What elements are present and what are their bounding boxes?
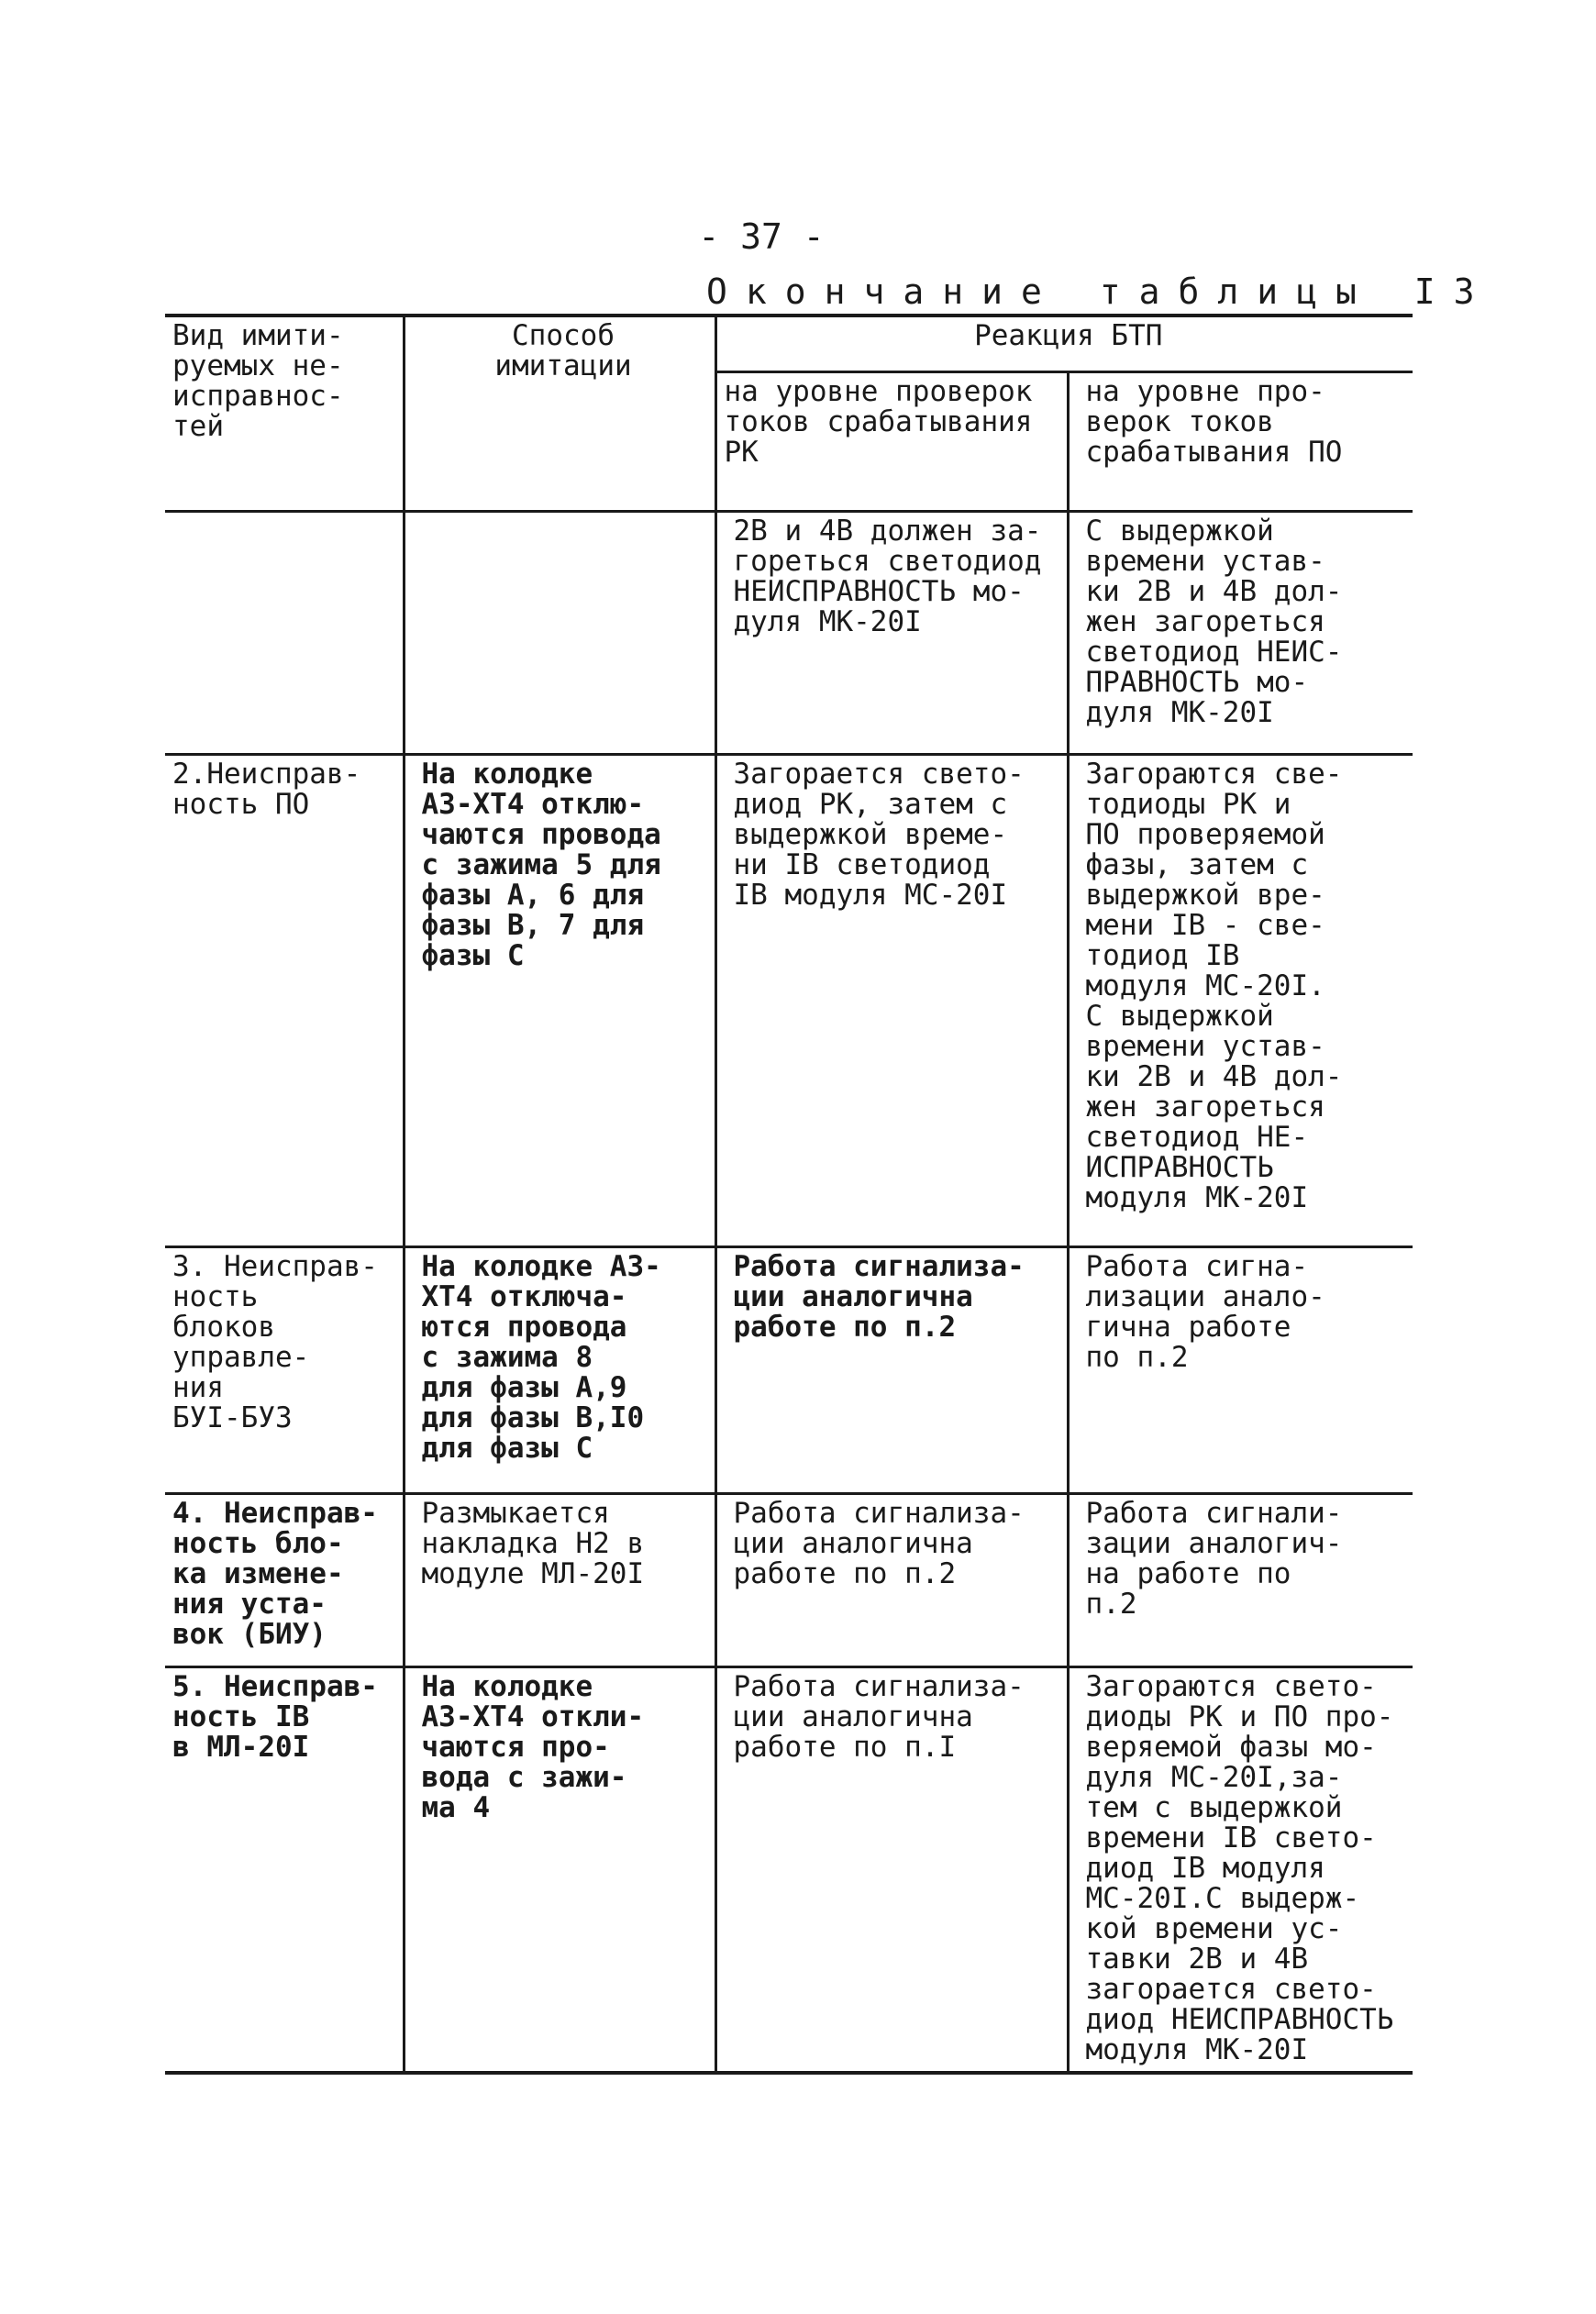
cell-rk-reaction-text: 2В и 4В должен за- гореться светодиод НЕИСПРАВНОСТЬ мо- дуля МК-20I [733, 515, 1042, 638]
cell-method [404, 1247, 715, 1494]
header-po-level-text: на уровне про- верок токов срабатывания ПО [1085, 374, 1343, 469]
header-rk-level-text: на уровне проверок токов срабатывания РК [724, 374, 1033, 469]
cell-rk-reaction [715, 1247, 1068, 1494]
header-method [404, 316, 715, 512]
cell-po-reaction-text: Загораются све- тодиоды РК и ПО проверяемой фазы, затем с выдержкой вре- мени IВ - све- тодиод IВ модуля МС-20I. С выдержкой времени устав- ки 2В и 4В дол- жен загореться светодиод НЕ- ИСПРАВНОСТЬ модуля МК-20I [1085, 758, 1343, 1214]
cell-method [404, 512, 715, 755]
cell-rk-reaction [715, 1667, 1068, 2074]
cell-po-reaction [1068, 755, 1413, 1247]
cell-fault-type [165, 755, 404, 1247]
header-fault-type [165, 316, 404, 512]
table-row [165, 512, 1413, 755]
cell-rk-reaction [715, 755, 1068, 1247]
cell-method-text: На колодке АЗ-ХТ4 откли- чаются про- вода с зажи- ма 4 [421, 1670, 645, 1824]
cell-rk-reaction [715, 512, 1068, 755]
cell-fault-type [165, 1247, 404, 1494]
cell-po-reaction-text: С выдержкой времени устав- ки 2В и 4В дол- жен загореться светодиод НЕИС- ПРАВНОСТЬ мо- дуля МК-20I [1085, 515, 1343, 729]
table-row [165, 1247, 1413, 1494]
cell-rk-reaction-text: Работа сигнализа- ции аналогична работе по п.I [733, 1670, 1025, 1764]
cell-method [404, 755, 715, 1247]
cell-method [404, 1494, 715, 1667]
header-reaction-group [715, 316, 1413, 371]
header-reaction-group-text: Реакция БТП [974, 319, 1163, 352]
cell-method-text: На колодке АЗ-ХТ4 отклю- чаются провода с зажима 5 для фазы А, 6 для фазы В, 7 для фазы С [421, 758, 661, 972]
table-row [165, 1494, 1413, 1667]
cell-rk-reaction-text: Загорается свето- диод РК, затем с выдержкой време- ни IВ светодиод IВ модуля МС-20I [733, 758, 1025, 912]
cell-fault-type-text: 4. Неисправ- ность бло- ка измене- ния уста- вок (БИУ) [172, 1497, 378, 1651]
table-caption: Окончание таблицы I3 [706, 271, 1493, 312]
header-method-text: Способ имитации [494, 319, 632, 382]
cell-fault-type [165, 1667, 404, 2074]
cell-po-reaction [1068, 1667, 1413, 2074]
cell-fault-type-text: 3. Неисправ- ность блоков управле- ния БУI-БУЗ [172, 1250, 378, 1434]
cell-po-reaction [1068, 512, 1413, 755]
table-row [165, 755, 1413, 1247]
cell-po-reaction-text: Загораются свето- диоды РК и ПО про- веряемой фазы мо- дуля МС-20I,за- тем с выдержкой времени IВ свето- диод IВ модуля МС-20I.С выдерж- кой времени ус- тавки 2В и 4В загорается свето- диод НЕИСПРАВНОСТЬ модуля МК-20I [1085, 1670, 1394, 2066]
cell-po-reaction-text: Работа сигна- лизации анало- гична работе по п.2 [1085, 1250, 1325, 1374]
cell-po-reaction [1068, 1247, 1413, 1494]
cell-rk-reaction-text: Работа сигнализа- ции аналогична работе по п.2 [733, 1250, 1025, 1344]
cell-fault-type-text: 2.Неисправ- ность ПО [172, 758, 361, 821]
cell-method [404, 1667, 715, 2074]
cell-method-text: Размыкается накладка Н2 в модуле МЛ-20I [421, 1497, 645, 1590]
fault-simulation-table [165, 314, 1413, 2075]
cell-po-reaction [1068, 1494, 1413, 1667]
table-row [165, 1667, 1413, 2074]
header-po-level [1068, 371, 1413, 511]
cell-rk-reaction-text: Работа сигнализа- ции аналогична работе по п.2 [733, 1497, 1025, 1590]
cell-fault-type [165, 512, 404, 755]
cell-method-text: На колодке АЗ- ХТ4 отключа- ются провода с зажима 8 для фазы А,9 для фазы В,I0 для фазы С [421, 1250, 661, 1465]
cell-po-reaction-text: Работа сигнали- зации аналогич- на работе по п.2 [1085, 1497, 1343, 1621]
header-fault-type-text: Вид имити- руемых не- исправнос- тей [172, 319, 344, 443]
header-rk-level [715, 371, 1068, 511]
page-number: - 37 - [698, 216, 825, 257]
table-header-row [165, 316, 1413, 371]
cell-fault-type [165, 1494, 404, 1667]
cell-fault-type-text: 5. Неисправ- ность IВ в МЛ-20I [172, 1670, 378, 1764]
cell-rk-reaction [715, 1494, 1068, 1667]
